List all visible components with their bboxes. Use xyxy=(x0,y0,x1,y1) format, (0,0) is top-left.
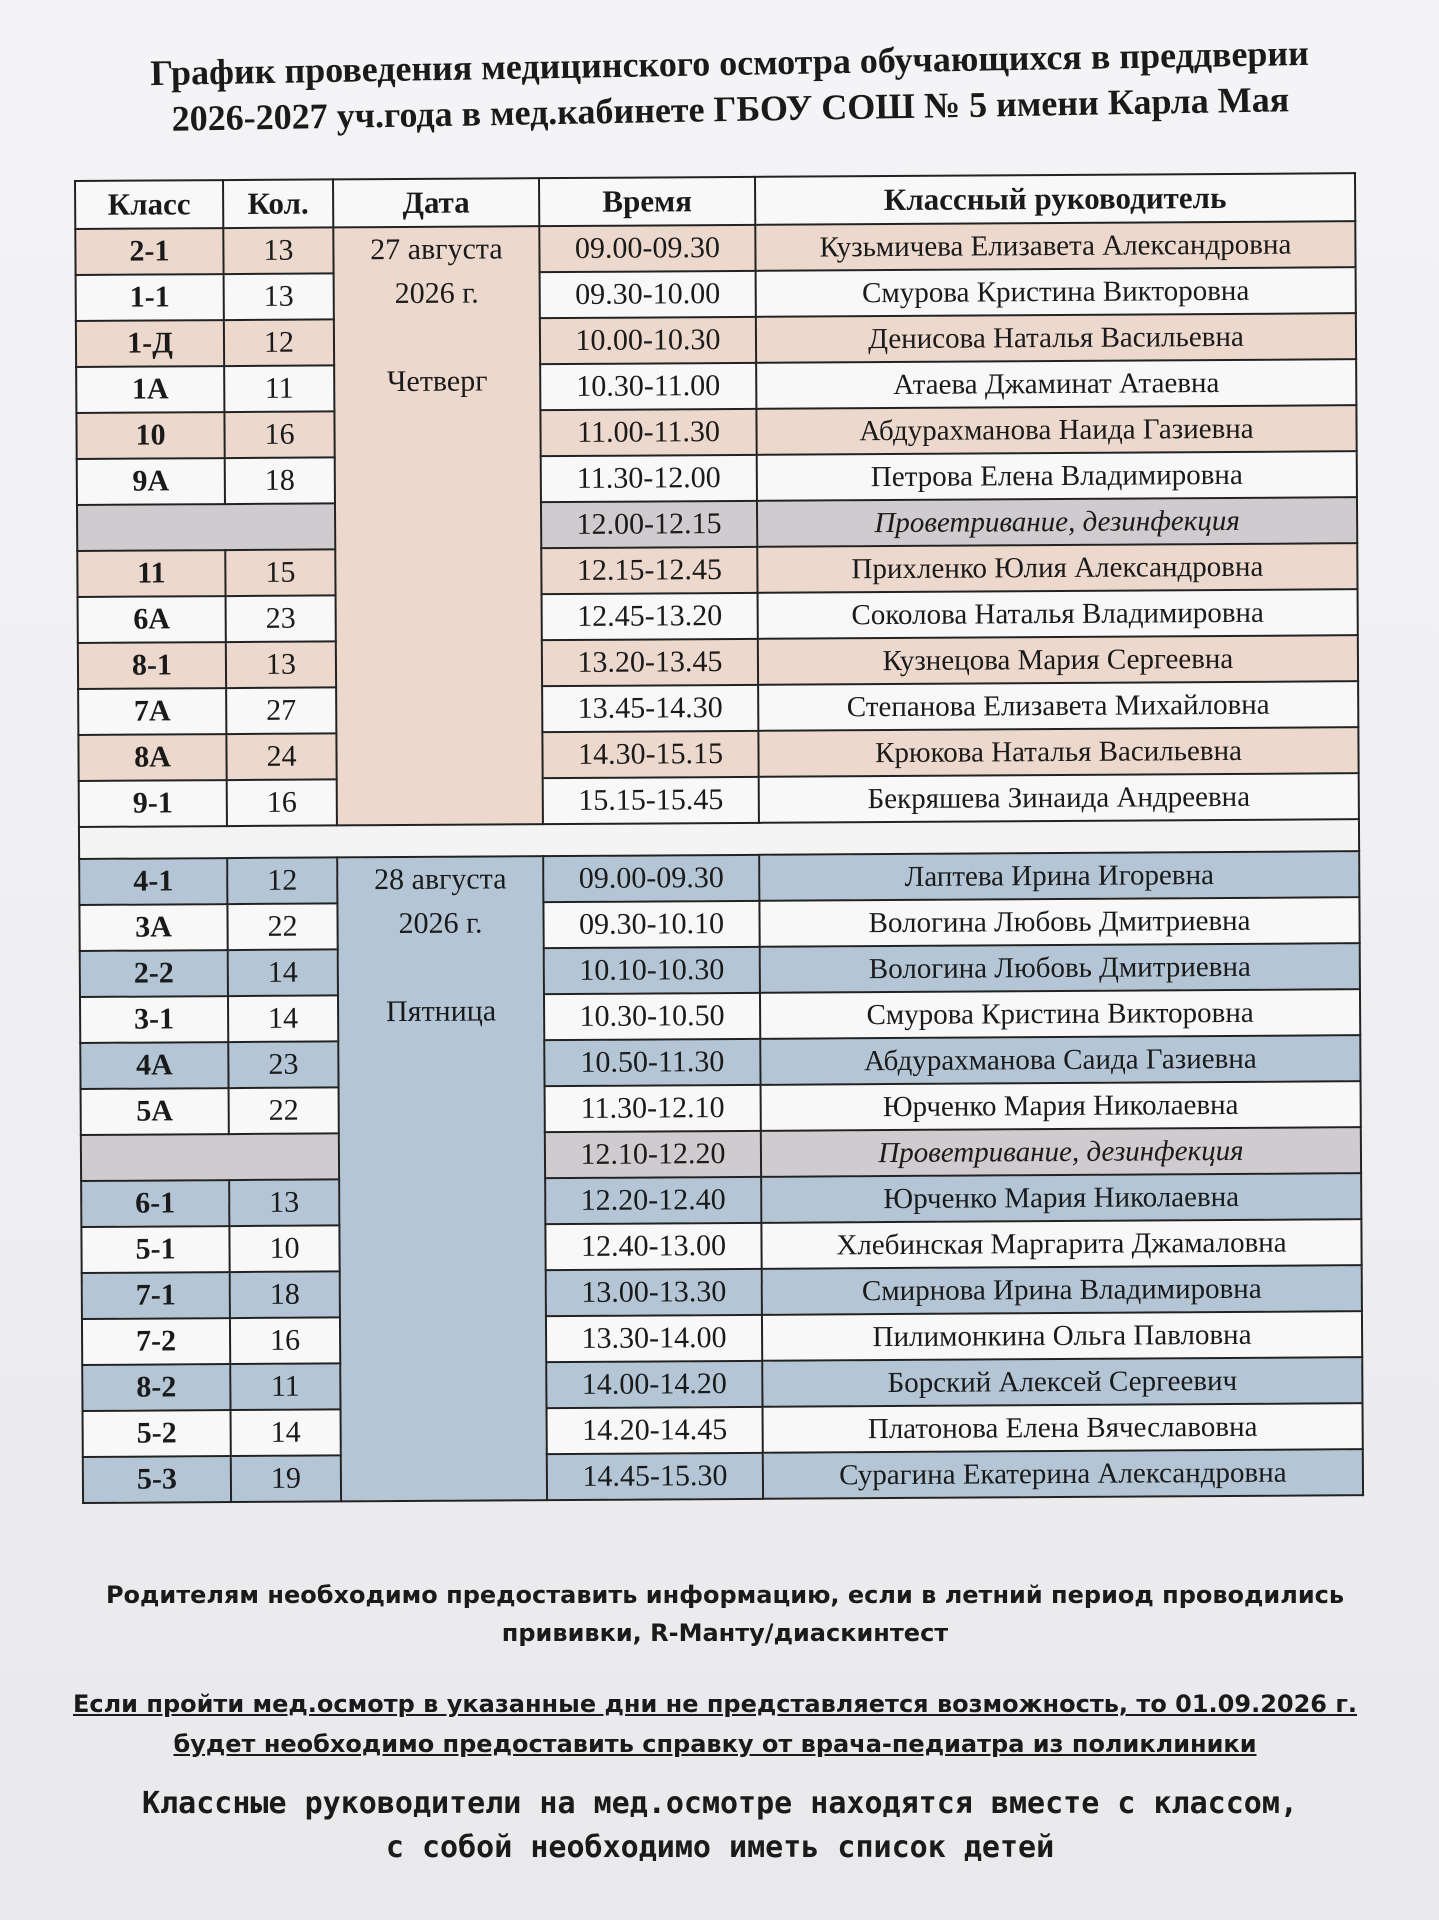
header-count: Кол. xyxy=(223,179,333,228)
teacher-cell: Соколова Наталья Владимировна xyxy=(758,589,1358,639)
table-row xyxy=(77,451,1357,505)
table-row xyxy=(80,1035,1360,1089)
time-cell: 14.00-14.20 xyxy=(546,1361,762,1408)
time-cell: 13.45-14.30 xyxy=(542,685,758,732)
time-cell: 14.30-15.15 xyxy=(542,731,758,778)
table-row xyxy=(82,1357,1362,1411)
time-cell: 12.40-13.00 xyxy=(545,1223,761,1270)
teacher-cell: Атаева Джаминат Атаевна xyxy=(756,359,1356,409)
table-row xyxy=(79,773,1359,827)
class-cell: 6-1 xyxy=(81,1180,229,1227)
break-label-cell: Проветривание, дезинфекция xyxy=(761,1127,1361,1177)
table-row xyxy=(81,1173,1361,1227)
count-cell: 22 xyxy=(229,1087,339,1134)
teacher-cell: Вологина Любовь Дмитриевна xyxy=(759,897,1359,947)
class-cell: 8А xyxy=(78,734,226,781)
teacher-cell: Петрова Елена Владимировна xyxy=(757,451,1357,501)
teacher-cell: Денисова Наталья Васильевна xyxy=(756,313,1356,363)
document-title xyxy=(79,29,1380,144)
table-row xyxy=(76,267,1356,321)
teacher-cell: Бекряшева Зинаида Андреевна xyxy=(759,773,1359,823)
date-year: 2026 г. xyxy=(394,276,479,311)
class-cell: 5-1 xyxy=(81,1226,229,1273)
table-row xyxy=(83,1403,1363,1457)
time-cell: 10.50-11.30 xyxy=(544,1039,760,1086)
table-row xyxy=(82,1311,1362,1365)
count-cell: 18 xyxy=(230,1271,340,1318)
break-label-cell: Проветривание, дезинфекция xyxy=(757,497,1357,547)
header-class: Класс xyxy=(75,180,223,229)
class-cell: 2-1 xyxy=(75,228,223,275)
class-cell: 8-2 xyxy=(82,1364,230,1411)
break-class-cell xyxy=(81,1133,339,1181)
count-cell: 16 xyxy=(224,411,334,458)
time-cell: 13.30-14.00 xyxy=(546,1315,762,1362)
class-cell: 3-1 xyxy=(80,996,228,1043)
table-row xyxy=(78,635,1358,689)
header-time: Время xyxy=(539,177,755,226)
date-day: 28 августа xyxy=(373,862,507,897)
time-cell: 09.00-09.30 xyxy=(539,225,755,272)
count-cell: 13 xyxy=(226,641,336,688)
time-cell: 15.15-15.45 xyxy=(543,777,759,824)
class-cell: 5-3 xyxy=(83,1456,231,1503)
teacher-cell: Кузьмичева Елизавета Александровна xyxy=(755,221,1355,271)
count-cell: 11 xyxy=(224,365,334,412)
teacher-cell: Кузнецова Мария Сергеевна xyxy=(758,635,1358,685)
class-cell: 7А xyxy=(78,688,226,735)
teacher-cell: Пилимонкина Ольга Павловна xyxy=(762,1311,1362,1361)
teacher-cell: Смурова Кристина Викторовна xyxy=(756,267,1356,317)
table-row xyxy=(78,681,1358,735)
break-row xyxy=(81,1127,1361,1181)
teacher-cell: Борский Алексей Сергеевич xyxy=(762,1357,1362,1407)
certificate-note-line-1: Если пройти мед.осмотр в указанные дни не представляется возможность, то 01.09.2026 г. xyxy=(72,1690,1357,1718)
count-cell: 14 xyxy=(228,949,338,996)
count-cell: 16 xyxy=(230,1317,340,1364)
count-cell: 24 xyxy=(226,733,336,780)
time-cell: 14.45-15.30 xyxy=(547,1453,763,1500)
count-cell: 14 xyxy=(228,995,338,1042)
teachers-note xyxy=(60,1782,1380,1870)
time-cell: 14.20-14.45 xyxy=(547,1407,763,1454)
teacher-cell: Юрченко Мария Николаевна xyxy=(761,1173,1361,1223)
break-class-cell xyxy=(77,503,335,551)
count-cell: 13 xyxy=(224,273,334,320)
teacher-cell: Юрченко Мария Николаевна xyxy=(761,1081,1361,1131)
teacher-cell: Степанова Елизавета Михайловна xyxy=(758,681,1358,731)
table-row xyxy=(78,727,1358,781)
count-cell: 23 xyxy=(228,1041,338,1088)
table-row xyxy=(76,405,1356,459)
count-cell: 23 xyxy=(226,595,336,642)
class-cell: 5А xyxy=(81,1088,229,1135)
count-cell: 19 xyxy=(231,1455,341,1502)
teacher-cell: Платонова Елена Вячеславовна xyxy=(763,1403,1363,1453)
time-cell: 12.10-12.20 xyxy=(545,1131,761,1178)
count-cell: 10 xyxy=(229,1225,339,1272)
teacher-cell: Вологина Любовь Дмитриевна xyxy=(760,943,1360,993)
vaccination-note-line-1: Родителям необходимо предоставить информацию, если в летний период проводились xyxy=(105,1581,1345,1609)
class-cell: 3А xyxy=(79,904,227,951)
time-cell: 13.00-13.30 xyxy=(546,1269,762,1316)
class-cell: 11 xyxy=(77,550,225,597)
time-cell: 09.00-09.30 xyxy=(543,855,759,902)
teachers-note-line-2: с собой необходимо иметь список детей xyxy=(385,1830,1055,1865)
table-row xyxy=(82,1265,1362,1319)
count-cell: 18 xyxy=(225,457,335,504)
table-row xyxy=(81,1081,1361,1135)
table-row xyxy=(76,313,1356,367)
class-cell: 10 xyxy=(76,412,224,459)
class-cell: 1-1 xyxy=(76,274,224,321)
time-cell: 10.30-11.00 xyxy=(540,363,756,410)
time-cell: 12.15-12.45 xyxy=(541,547,757,594)
count-cell: 13 xyxy=(223,227,333,274)
teacher-cell: Абдурахманова Наида Газиевна xyxy=(756,405,1356,455)
count-cell: 12 xyxy=(224,319,334,366)
time-cell: 13.20-13.45 xyxy=(542,639,758,686)
table-row xyxy=(78,589,1358,643)
table-row xyxy=(79,851,1359,905)
table-row xyxy=(77,543,1357,597)
time-cell: 12.45-13.20 xyxy=(542,593,758,640)
schedule-body xyxy=(75,221,1363,1503)
class-cell: 1-Д xyxy=(76,320,224,367)
title-line-1: График проведения медицинского осмотра обучающихся в преддверии xyxy=(149,32,1310,94)
class-cell: 5-2 xyxy=(83,1410,231,1457)
date-cell xyxy=(333,226,543,825)
date-weekday: Четверг xyxy=(386,364,488,399)
class-cell: 7-1 xyxy=(82,1272,230,1319)
date-year: 2026 г. xyxy=(398,906,483,941)
teachers-note-line-1: Классные руководители на мед.осмотре находятся вместе с классом, xyxy=(142,1786,1298,1821)
table-row xyxy=(80,943,1360,997)
vaccination-note-line-2: прививки, R-Манту/диаскинтест xyxy=(501,1619,949,1647)
time-cell: 11.30-12.00 xyxy=(541,455,757,502)
time-cell: 12.20-12.40 xyxy=(545,1177,761,1224)
table-row xyxy=(80,989,1360,1043)
certificate-note xyxy=(60,1684,1370,1764)
time-cell: 10.00-10.30 xyxy=(540,317,756,364)
time-cell: 11.30-12.10 xyxy=(545,1085,761,1132)
time-cell: 10.10-10.30 xyxy=(544,947,760,994)
table-header-row xyxy=(75,173,1355,229)
certificate-note-line-2: будет необходимо предоставить справку от врача-педиатра из поликлиники xyxy=(173,1730,1257,1758)
table-row xyxy=(79,897,1359,951)
class-cell: 9А xyxy=(77,458,225,505)
teacher-cell: Крюкова Наталья Васильевна xyxy=(758,727,1358,777)
table-row xyxy=(81,1219,1361,1273)
count-cell: 15 xyxy=(225,549,335,596)
break-row xyxy=(77,497,1357,551)
title-line-2: 2026-2027 уч.года в мед.кабинете ГБОУ СОШ № 5 имени Карла Мая xyxy=(171,79,1290,139)
class-cell: 9-1 xyxy=(79,780,227,827)
date-cell xyxy=(337,856,547,1501)
header-teacher: Классный руководитель xyxy=(755,173,1355,225)
time-cell: 10.30-10.50 xyxy=(544,993,760,1040)
count-cell: 11 xyxy=(230,1363,340,1410)
table-row xyxy=(76,359,1356,413)
class-cell: 4А xyxy=(80,1042,228,1089)
count-cell: 27 xyxy=(226,687,336,734)
teacher-cell: Прихленко Юлия Александровна xyxy=(757,543,1357,593)
time-cell: 12.00-12.15 xyxy=(541,501,757,548)
teacher-cell: Смирнова Ирина Владимировна xyxy=(762,1265,1362,1315)
time-cell: 09.30-10.00 xyxy=(540,271,756,318)
date-day: 27 августа xyxy=(370,232,503,267)
class-cell: 7-2 xyxy=(82,1318,230,1365)
count-cell: 12 xyxy=(227,857,337,904)
class-cell: 8-1 xyxy=(78,642,226,689)
teacher-cell: Хлебинская Маргарита Джамаловна xyxy=(761,1219,1361,1269)
teacher-cell: Лаптева Ирина Игоревна xyxy=(759,851,1359,901)
count-cell: 22 xyxy=(227,903,337,950)
schedule-table xyxy=(74,172,1364,1504)
teacher-cell: Сурагина Екатерина Александровна xyxy=(763,1449,1363,1499)
date-weekday: Пятница xyxy=(385,994,497,1029)
class-cell: 2-2 xyxy=(80,950,228,997)
time-cell: 11.00-11.30 xyxy=(540,409,756,456)
header-date: Дата xyxy=(333,178,539,227)
vaccination-note xyxy=(80,1576,1370,1652)
count-cell: 14 xyxy=(231,1409,341,1456)
count-cell: 13 xyxy=(229,1179,339,1226)
class-cell: 6А xyxy=(78,596,226,643)
table-row xyxy=(75,221,1355,275)
time-cell: 09.30-10.10 xyxy=(543,901,759,948)
teacher-cell: Абдурахманова Саида Газиевна xyxy=(760,1035,1360,1085)
teacher-cell: Смурова Кристина Викторовна xyxy=(760,989,1360,1039)
schedule-table-wrapper xyxy=(74,172,1362,1504)
class-cell: 1А xyxy=(76,366,224,413)
class-cell: 4-1 xyxy=(79,858,227,905)
table-row xyxy=(83,1449,1363,1503)
count-cell: 16 xyxy=(227,779,337,826)
